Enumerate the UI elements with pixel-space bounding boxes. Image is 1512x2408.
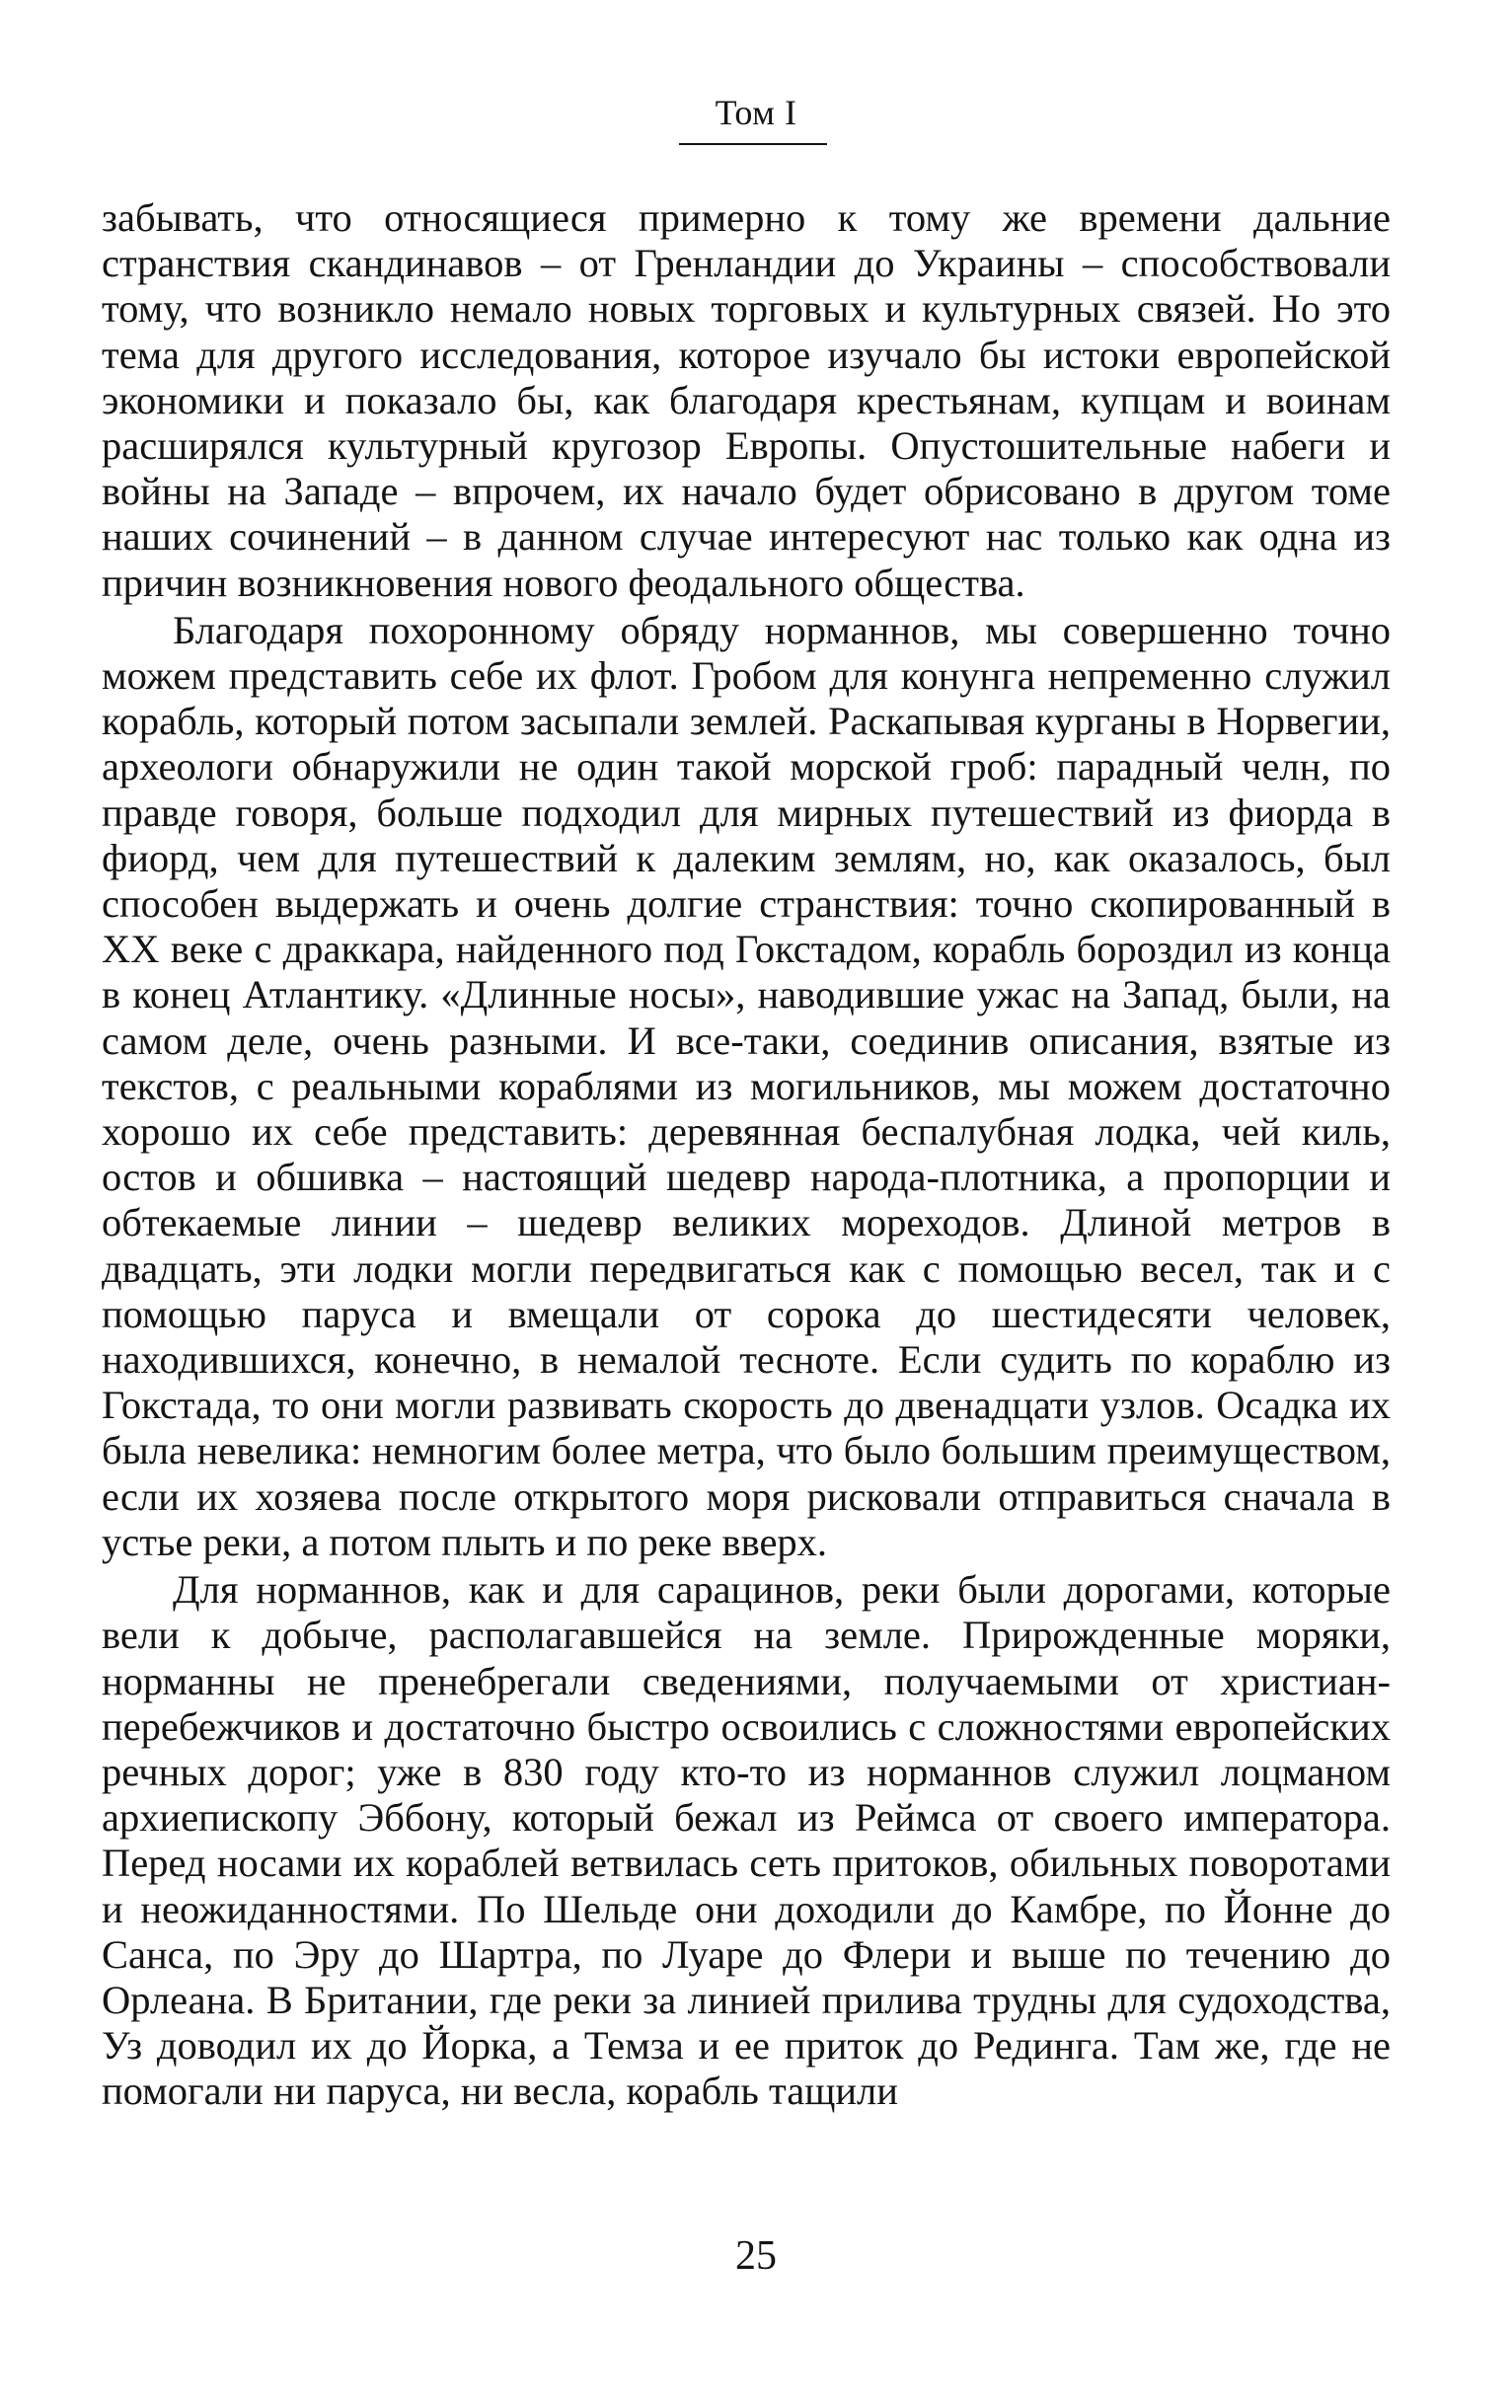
paragraph-continued: забывать, что относящиеся примерно к тому же времени дальние странствия скандинавов – от Гренландии до Украины – способствовали тому, что возникло немало новых торговых и культурных связей. Но это тема для другого исследования, которое изучало бы истоки европейской экономики и показало бы, как благодаря крестьянам, купцам и воинам расширялся культурный кругозор Европы. Опустошительные набеги и войны на Западе – впрочем, их начало будет обрисовано в другом томе наших сочинений – в данном случае интересуют нас только как одна из причин возникновения нового феодального общества. [102, 195, 1391, 605]
page-number: 25 [735, 2233, 777, 2279]
paragraph-rivers-as-roads: Для норманнов, как и для сарацинов, реки были дорогами, которые вели к добыче, располагавшейся на земле. Прирожденные моряки, норманны не пренебрегали сведениями, получаемыми от христиан-перебежчиков и достаточно быстро освоились с сложностями европейских речных дорог; уже в 830 году кто-то из норманнов служил лоцманом архиепископу Эббону, который бежал из Реймса от своего императора. Перед носами их кораблей ветвилась сеть притоков, обильных поворотами и неожиданностями. По Шельде они доходили до Камбре, по Йонне до Санса, по Эру до Шартра, по Луаре до Флери и выше по течению до Орлеана. В Британии, где реки за линией прилива трудны для судоходства, Уз доводил их до Йорка, а Темза и ее приток до Рединга. Там же, где не помогали ни паруса, ни весла, корабль тащили [102, 1567, 1391, 2114]
body-text [102, 195, 1391, 2115]
running-head-rule [679, 143, 827, 145]
running-head-title: Том I [715, 93, 797, 132]
paragraph-norman-ships: Благодаря похоронному обряду норманнов, мы совершенно точно можем представить себе их флот. Гробом для конунга непременно служил корабль, который потом засыпали землей. Раскапывая курганы в Норвегии, археологи обнаружили не один такой морской гроб: парадный челн, по правде говоря, больше подходил для мирных путешествий из фиорда в фиорд, чем для путешествий к далеким землям, но, как оказалось, был способен выдержать и очень долгие странствия: точно скопированный в XX веке с драккара, найденного под Гокстадом, корабль бороздил из конца в конец Атлантику. «Длинные носы», наводившие ужас на Запад, были, на самом деле, очень разными. И все-таки, соединив описания, взятые из текстов, с реальными кораблями из могильников, мы можем достаточно хорошо их себе представить: деревянная беспалубная лодка, чей киль, остов и обшивка – настоящий шедевр народа-плотника, а пропорции и обтекаемые линии – шедевр великих мореходов. Длиной метров в двадцать, эти лодки могли передвигаться как с помощью весел, так и с помощью паруса и вмещали от сорока до шестидесяти человек, находившихся, конечно, в немалой тесноте. Если судить по кораблю из Гокстада, то они могли развивать скорость до двенадцати узлов. Осадка их была невелика: немногим более метра, что было большим преимуществом, если их хозяева после открытого моря рисковали отправиться сначала в устье реки, а потом плыть и по реке вверх. [102, 607, 1391, 1564]
